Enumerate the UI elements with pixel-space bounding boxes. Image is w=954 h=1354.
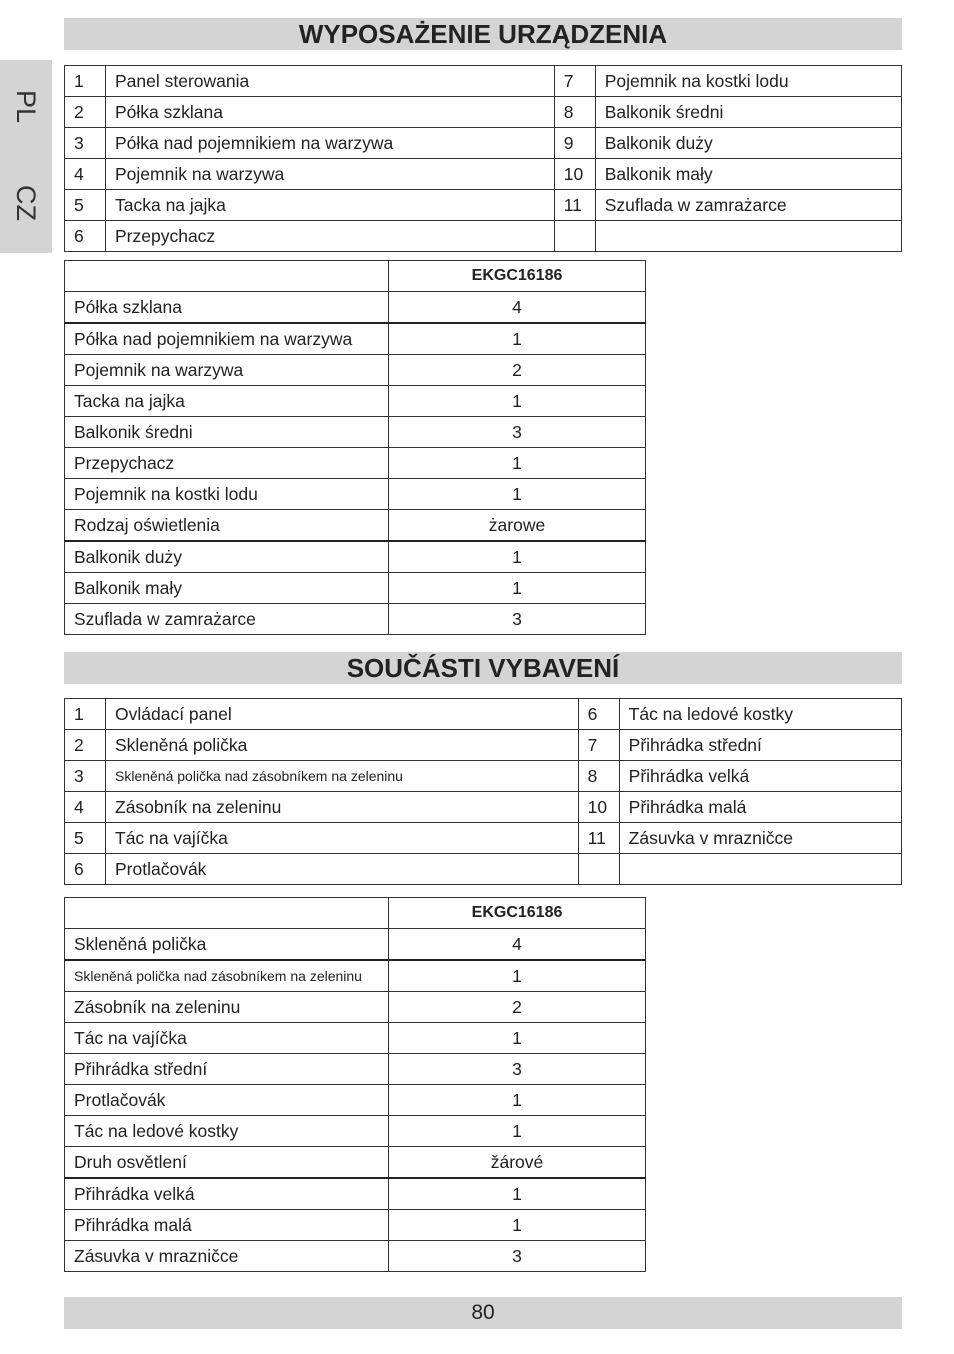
item-quantity: 2 bbox=[389, 355, 646, 386]
item-label: Pojemnik na warzywa bbox=[65, 355, 389, 386]
item-label: Zásobník na zeleninu bbox=[65, 992, 389, 1023]
parts-row bbox=[65, 823, 902, 854]
item-quantity: 1 bbox=[389, 386, 646, 417]
item-quantity: 4 bbox=[389, 929, 646, 961]
language-tab-pl: PL bbox=[11, 90, 41, 124]
item-quantity: 3 bbox=[389, 1054, 646, 1085]
part-number: 4 bbox=[65, 792, 106, 823]
quantity-row bbox=[65, 1023, 646, 1054]
item-label: Tác na ledové kostky bbox=[65, 1116, 389, 1147]
quantity-row bbox=[65, 573, 646, 604]
item-label: Přihrádka střední bbox=[65, 1054, 389, 1085]
quantity-row bbox=[65, 323, 646, 355]
item-quantity: żarowe bbox=[389, 510, 646, 542]
item-quantity: 3 bbox=[389, 1241, 646, 1272]
parts-row bbox=[65, 792, 902, 823]
item-label: Pojemnik na kostki lodu bbox=[65, 479, 389, 510]
part-name: Panel sterowania bbox=[106, 66, 555, 97]
item-label: Balkonik średni bbox=[65, 417, 389, 448]
item-label: Skleněná polička bbox=[65, 929, 389, 961]
part-name: Přihrádka velká bbox=[619, 761, 901, 792]
part-number: 2 bbox=[65, 730, 106, 761]
quantity-table-header bbox=[65, 261, 646, 292]
part-name: Protlačovák bbox=[106, 854, 579, 885]
part-name: Přihrádka malá bbox=[619, 792, 901, 823]
part-name: Półka nad pojemnikiem na warzywa bbox=[106, 128, 555, 159]
item-label: Skleněná polička nad zásobníkem na zeleninu bbox=[65, 960, 389, 992]
item-quantity: 1 bbox=[389, 573, 646, 604]
item-quantity: 1 bbox=[389, 323, 646, 355]
part-name: Półka szklana bbox=[106, 97, 555, 128]
quantity-row bbox=[65, 355, 646, 386]
part-name: Balkonik duży bbox=[595, 128, 901, 159]
part-number: 4 bbox=[65, 159, 106, 190]
part-name: Pojemnik na kostki lodu bbox=[595, 66, 901, 97]
quantity-row bbox=[65, 992, 646, 1023]
part-number: 8 bbox=[578, 761, 619, 792]
part-name bbox=[619, 854, 901, 885]
part-name: Přihrádka střední bbox=[619, 730, 901, 761]
parts-row bbox=[65, 190, 902, 221]
part-number: 5 bbox=[65, 823, 106, 854]
item-label: Przepychacz bbox=[65, 448, 389, 479]
quantity-row bbox=[65, 1147, 646, 1179]
header-empty-cell bbox=[65, 898, 389, 929]
part-name: Skleněná polička nad zásobníkem na zeleninu bbox=[106, 761, 579, 792]
parts-table-pl bbox=[64, 65, 902, 252]
parts-row bbox=[65, 730, 902, 761]
quantity-row bbox=[65, 1085, 646, 1116]
parts-row bbox=[65, 761, 902, 792]
item-label: Tác na vajíčka bbox=[65, 1023, 389, 1054]
part-name: Tác na vajíčka bbox=[106, 823, 579, 854]
part-number: 1 bbox=[65, 66, 106, 97]
part-number: 3 bbox=[65, 128, 106, 159]
item-quantity: 2 bbox=[389, 992, 646, 1023]
item-label: Półka szklana bbox=[65, 292, 389, 324]
part-name: Szuflada w zamrażarce bbox=[595, 190, 901, 221]
part-name: Zásobník na zeleninu bbox=[106, 792, 579, 823]
item-quantity: 1 bbox=[389, 1210, 646, 1241]
item-label: Zásuvka v mrazničce bbox=[65, 1241, 389, 1272]
part-number: 6 bbox=[65, 854, 106, 885]
item-quantity: 1 bbox=[389, 1116, 646, 1147]
parts-row bbox=[65, 128, 902, 159]
item-quantity: 1 bbox=[389, 960, 646, 992]
model-header: EKGC16186 bbox=[389, 898, 646, 929]
item-label: Rodzaj oświetlenia bbox=[65, 510, 389, 542]
quantity-row bbox=[65, 960, 646, 992]
item-label: Półka nad pojemnikiem na warzywa bbox=[65, 323, 389, 355]
part-name: Pojemnik na warzywa bbox=[106, 159, 555, 190]
parts-table-cz bbox=[64, 698, 902, 885]
quantity-row bbox=[65, 1210, 646, 1241]
part-name: Ovládací panel bbox=[106, 699, 579, 730]
item-quantity: 1 bbox=[389, 541, 646, 573]
item-label: Tacka na jajka bbox=[65, 386, 389, 417]
language-side-tab bbox=[0, 60, 52, 253]
part-name: Balkonik średni bbox=[595, 97, 901, 128]
quantity-row bbox=[65, 1054, 646, 1085]
part-number: 6 bbox=[65, 221, 106, 252]
item-quantity: 3 bbox=[389, 604, 646, 635]
quantity-row bbox=[65, 541, 646, 573]
parts-row bbox=[65, 854, 902, 885]
item-quantity: 1 bbox=[389, 1178, 646, 1210]
item-quantity: 1 bbox=[389, 448, 646, 479]
quantity-table-cz bbox=[64, 897, 646, 1272]
part-number: 6 bbox=[578, 699, 619, 730]
part-number: 11 bbox=[578, 823, 619, 854]
item-quantity: žárové bbox=[389, 1147, 646, 1179]
language-tab-cz: CZ bbox=[11, 185, 41, 221]
page-number: 80 bbox=[64, 1297, 902, 1329]
part-name: Zásuvka v mrazničce bbox=[619, 823, 901, 854]
item-quantity: 4 bbox=[389, 292, 646, 324]
parts-row bbox=[65, 699, 902, 730]
header-empty-cell bbox=[65, 261, 389, 292]
quantity-row bbox=[65, 1241, 646, 1272]
item-quantity: 3 bbox=[389, 417, 646, 448]
part-name: Balkonik mały bbox=[595, 159, 901, 190]
part-number bbox=[554, 221, 595, 252]
item-label: Protlačovák bbox=[65, 1085, 389, 1116]
part-number: 10 bbox=[554, 159, 595, 190]
item-quantity: 1 bbox=[389, 1023, 646, 1054]
part-number: 1 bbox=[65, 699, 106, 730]
section-title-pl: WYPOSAŻENIE URZĄDZENIA bbox=[64, 18, 902, 50]
item-label: Přihrádka velká bbox=[65, 1178, 389, 1210]
quantity-row bbox=[65, 448, 646, 479]
quantity-row bbox=[65, 604, 646, 635]
parts-row bbox=[65, 159, 902, 190]
part-number bbox=[578, 854, 619, 885]
part-number: 3 bbox=[65, 761, 106, 792]
item-label: Druh osvětlení bbox=[65, 1147, 389, 1179]
section-title-cz: SOUČÁSTI VYBAVENÍ bbox=[64, 652, 902, 684]
item-label: Szuflada w zamrażarce bbox=[65, 604, 389, 635]
part-number: 7 bbox=[578, 730, 619, 761]
quantity-table-pl bbox=[64, 260, 646, 635]
part-number: 2 bbox=[65, 97, 106, 128]
quantity-row bbox=[65, 510, 646, 542]
quantity-row bbox=[65, 417, 646, 448]
item-label: Balkonik duży bbox=[65, 541, 389, 573]
part-name: Tacka na jajka bbox=[106, 190, 555, 221]
part-number: 8 bbox=[554, 97, 595, 128]
quantity-row bbox=[65, 929, 646, 961]
part-number: 9 bbox=[554, 128, 595, 159]
quantity-row bbox=[65, 386, 646, 417]
parts-row bbox=[65, 97, 902, 128]
part-number: 7 bbox=[554, 66, 595, 97]
quantity-table-header bbox=[65, 898, 646, 929]
part-number: 5 bbox=[65, 190, 106, 221]
quantity-row bbox=[65, 479, 646, 510]
model-header: EKGC16186 bbox=[389, 261, 646, 292]
part-name bbox=[595, 221, 901, 252]
part-name: Przepychacz bbox=[106, 221, 555, 252]
item-quantity: 1 bbox=[389, 1085, 646, 1116]
part-name: Tác na ledové kostky bbox=[619, 699, 901, 730]
item-quantity: 1 bbox=[389, 479, 646, 510]
quantity-row bbox=[65, 1178, 646, 1210]
quantity-row bbox=[65, 292, 646, 324]
part-name: Skleněná polička bbox=[106, 730, 579, 761]
item-label: Přihrádka malá bbox=[65, 1210, 389, 1241]
part-number: 11 bbox=[554, 190, 595, 221]
parts-row bbox=[65, 221, 902, 252]
parts-row bbox=[65, 66, 902, 97]
part-number: 10 bbox=[578, 792, 619, 823]
quantity-row bbox=[65, 1116, 646, 1147]
item-label: Balkonik mały bbox=[65, 573, 389, 604]
